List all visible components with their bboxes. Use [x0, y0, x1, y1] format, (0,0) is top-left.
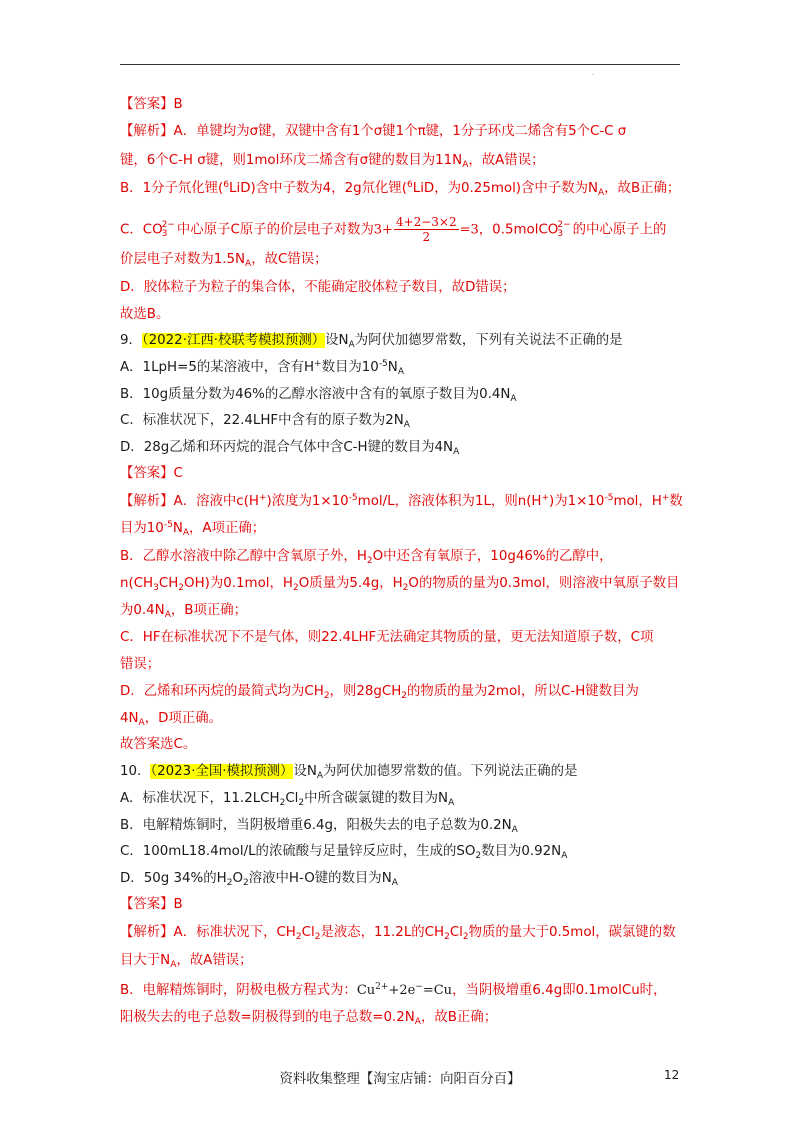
- q8-exp-line-1: 【解析】A．单键均为σ键，双键中含有1个σ键1个π键，1分子环戊二烯含有5个C-C σ: [120, 124, 627, 139]
- header-dot: .: [592, 70, 594, 77]
- q8-exp-line-2: 键，6个C-H σ键，则1mol环戊二烯含有σ键的数目为$11N_A$，故A错误；: [120, 153, 545, 170]
- q9-exp-line-5: 为$0.4N_A$，B项正确；: [120, 603, 248, 620]
- q9-exp-line-7: 错误；: [120, 657, 161, 672]
- q10-option-d: D．50g 34%的$H_2O_2$溶液中H-O键的数目为$N_A$: [120, 871, 398, 888]
- q9-exp-line-6: C．HF在标准状况下不是气体，则22.4LHF无法确定其物质的量，更无法知道原子数，C项: [120, 630, 654, 645]
- q9-exp-line-4: $n(CH_3CH_2OH)$为0.1mol，$H_2O$质量为5.4g，$H_2O$的物质的量为0.3mol，则溶液中氧原子数目: [120, 576, 680, 593]
- q10-exp-line-1: 【解析】A．标准状况下，$CH_2Cl_2$是液态，11.2L的$CH_2Cl_2$物质的量大于0.5mol，碳氯键的数: [120, 925, 676, 942]
- q10-source-tag: （2023·全国·模拟预测）: [150, 764, 294, 779]
- q9-source-tag: （2022·江西·校联考模拟预测）: [141, 333, 326, 348]
- q9-exp-line-10: 故答案选C。: [120, 737, 197, 752]
- page-number: 12: [664, 1068, 680, 1082]
- q8-exp-line-3: B．1分子氘化锂($^6$LiD)含中子数为4，2g氘化锂($^6$LiD，为0.25mol)含中子数为$N_A$，故B正确；: [120, 180, 681, 198]
- q9-exp-line-8: D．乙烯和环丙烷的最简式均为$CH_2$，则28gCH$_2$的物质的量为2mol，所以C-H键数目为: [120, 684, 639, 701]
- header-rule: [120, 64, 680, 65]
- q10-exp-line-4: 阳极失去的电子总数=阴极得到的电子总数$=0.2N_A$，故B正确；: [120, 1010, 498, 1027]
- q9-stem: 9．（2022·江西·校联考模拟预测）设$N_A$为阿伏加德罗常数，下列有关说法不正确的是: [120, 333, 623, 350]
- q8-exp-line-7: 故选B。: [120, 307, 170, 322]
- q10-option-a: A．标准状况下，$11.2LCH_2Cl_2$中所含碳氯键的数目为$N_A$: [120, 791, 455, 808]
- q8-exp-line-6: D．胶体粒子为粒子的集合体，不能确定胶体粒子数目，故D错误；: [120, 280, 516, 295]
- page-footer: 资料收集整理【淘宝店铺：向阳百分百】: [279, 1072, 521, 1087]
- q10-answer: 【答案】B: [120, 897, 183, 912]
- q9-answer: 【答案】C: [120, 466, 183, 481]
- q8-exp-line-5: 价层电子对数为$1.5N_A$，故C错误；: [120, 252, 328, 269]
- carbonate-charge-2: 2− 3: [557, 219, 571, 239]
- q10-stem: 10．（2023·全国·模拟预测）设$N_A$为阿伏加德罗常数的值。下列说法正确的是: [120, 764, 578, 781]
- electrode-equation: $Cu^{2+}+2e^-=Cu$: [356, 982, 453, 998]
- q10-option-c: C．100mL18.4mol/L的浓硫酸与足量锌反应时，生成的$SO_2$数目为$0.92N_A$: [120, 844, 568, 861]
- q10-exp-line-2: 目大于$N_A$，故A错误；: [120, 953, 253, 970]
- q9-exp-line-9: $4N_A$，D项正确。: [120, 711, 222, 728]
- carbonate-charge: 2− 3: [161, 219, 175, 239]
- q9-exp-line-3: B．乙醇水溶液中除乙醇中含氧原子外，$H_2O$中还含有氧原子，10g46%的乙醇中，: [120, 549, 613, 566]
- q10-option-b: B．电解精炼铜时，当阴极增重6.4g，阳极失去的电子总数为$0.2N_A$: [120, 818, 518, 835]
- q9-option-a: A．1LpH=5的某溶液中，含有H+数目为$10^{-5}N_A$: [120, 359, 404, 377]
- q8-answer: 【答案】B: [120, 97, 183, 112]
- q9-exp-line-2: 目为$10^{-5}N_A$，A项正确；: [120, 520, 266, 538]
- q9-option-b: B．10g质量分数为46%的乙醇水溶液中含有的氧原子数目为$0.4N_A$: [120, 387, 517, 404]
- q9-option-c: C．标准状况下，22.4LHF中含有的原子数为$2N_A$: [120, 413, 410, 430]
- electron-pair-fraction: $\frac{4+2-3\times 2}{2}$: [395, 215, 457, 244]
- q9-option-d: D．28g乙烯和环丙烷的混合气体中含C-H键的数目为$4N_A$: [120, 440, 460, 457]
- q8-exp-line-4: C．CO 2− 3 中心原子C原子的价层电子对数为3+ $\frac{4+2-3\times 2}{2}$ =3，0.5molCO 2− 3 的中心原子上的: [120, 215, 667, 244]
- q10-exp-line-3: B．电解精炼铜时，阴极电极方程式为：$Cu^{2+}+2e^-=Cu$，当阴极增重6.4g即0.1molCu时，: [120, 982, 667, 998]
- q9-exp-line-1: 【解析】A．溶液中c(H+)浓度为$1\times 10^{-5}mol/L$，溶液体积为1L，则n(H+)为$1\times 10^{-5}mol$，H+数: [120, 493, 683, 509]
